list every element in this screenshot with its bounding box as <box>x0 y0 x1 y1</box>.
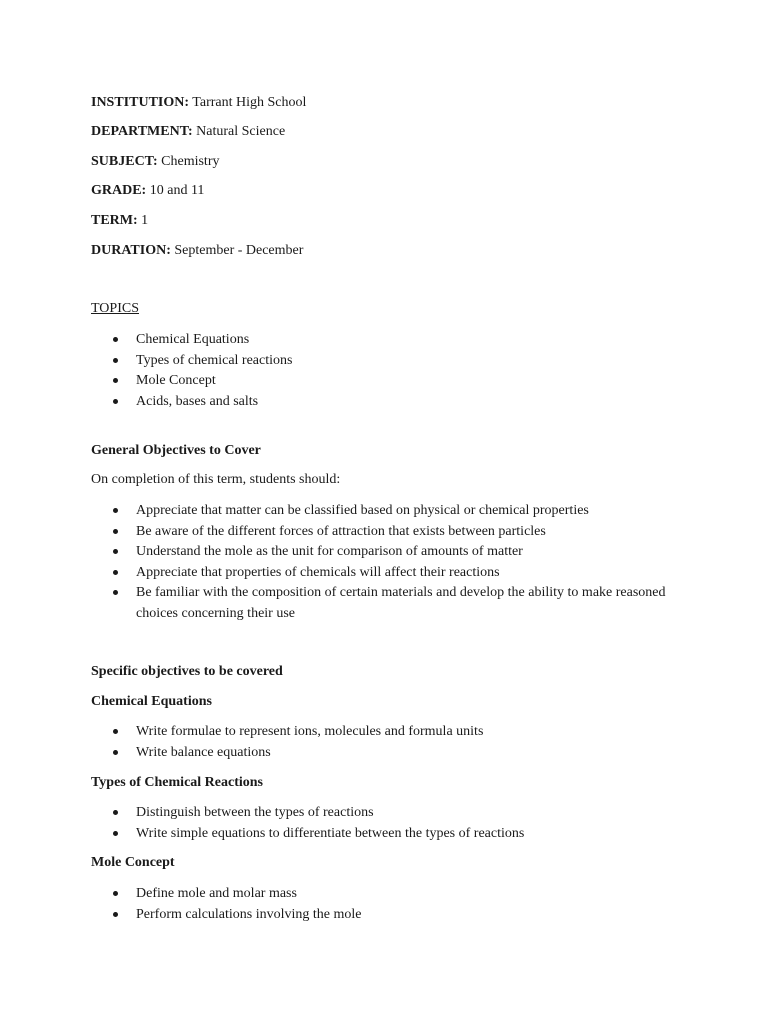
list-item <box>91 392 671 413</box>
list-item-text: Understand the mole as the unit for comparison of amounts of matter <box>136 544 523 559</box>
section-title-chemical-equations: Chemical Equations <box>91 694 212 709</box>
bullet-icon <box>113 570 118 575</box>
term-label: TERM: <box>91 213 138 228</box>
chemical-equations-list <box>91 722 671 763</box>
list-item <box>91 803 671 824</box>
department-line <box>91 123 285 141</box>
list-item-text: Be aware of the different forces of attraction that exists between particles <box>136 523 546 539</box>
bullet-icon <box>113 750 118 755</box>
list-item <box>91 522 671 543</box>
list-item <box>91 905 671 926</box>
list-item <box>91 743 671 764</box>
duration-line <box>91 242 303 260</box>
list-item-text: Chemical Equations <box>136 332 250 347</box>
duration-value: September - December <box>174 243 304 258</box>
list-item-text: Appreciate that matter can be classified based on physical or chemical properties <box>136 503 589 518</box>
term-line <box>91 212 148 230</box>
list-item <box>91 824 671 845</box>
list-item-text: Distinguish between the types of reactions <box>136 805 374 820</box>
list-item-text: Types of chemical reactions <box>136 352 293 368</box>
specific-objectives-heading: Specific objectives to be covered <box>91 664 283 679</box>
general-objectives-heading: General Objectives to Cover <box>91 443 261 458</box>
bullet-icon <box>113 729 118 734</box>
list-item-text: Write balance equations <box>136 744 271 760</box>
bullet-icon <box>113 337 118 342</box>
types-of-reactions-list <box>91 803 671 844</box>
bullet-icon <box>113 831 118 836</box>
list-item <box>91 542 671 563</box>
term-value: 1 <box>141 213 149 228</box>
general-objectives-intro: On completion of this term, students should: <box>91 472 341 487</box>
subject-line <box>91 153 220 171</box>
subject-value: Chemistry <box>161 154 220 169</box>
list-item <box>91 583 671 624</box>
department-value: Natural Science <box>196 124 286 139</box>
subject-label: SUBJECT: <box>91 154 158 169</box>
list-item <box>91 722 671 743</box>
grade-label: GRADE: <box>91 183 147 198</box>
general-objectives-list <box>91 501 671 624</box>
bullet-icon <box>113 378 118 383</box>
bullet-icon <box>113 508 118 513</box>
list-item-text: Write simple equations to differentiate between the types of reactions <box>136 825 525 841</box>
grade-value: 10 and 11 <box>149 183 205 198</box>
bullet-icon <box>113 912 118 917</box>
bullet-icon <box>113 399 118 404</box>
bullet-icon <box>113 529 118 534</box>
list-item-text: Write formulae to represent ions, molecules and formula units <box>136 724 484 739</box>
list-item-text: Appreciate that properties of chemicals will affect their reactions <box>136 564 500 580</box>
list-item-text: Acids, bases and salts <box>136 393 259 409</box>
section-title-mole-concept: Mole Concept <box>91 855 175 870</box>
bullet-icon <box>113 891 118 896</box>
list-item-text: Perform calculations involving the mole <box>136 906 362 922</box>
institution-label: INSTITUTION: <box>91 95 190 110</box>
list-item-text: Define mole and molar mass <box>136 886 297 901</box>
list-item <box>91 371 671 392</box>
bullet-icon <box>113 549 118 554</box>
bullet-icon <box>113 590 118 595</box>
department-label: DEPARTMENT: <box>91 124 193 139</box>
list-item <box>91 351 671 372</box>
list-item <box>91 884 671 905</box>
duration-label: DURATION: <box>91 243 171 258</box>
topics-heading: TOPICS <box>91 301 139 316</box>
list-item <box>91 501 671 522</box>
bullet-icon <box>113 358 118 363</box>
topics-list <box>91 330 671 412</box>
list-item-text: Mole Concept <box>136 373 216 388</box>
grade-line <box>91 182 204 200</box>
institution-value: Tarrant High School <box>192 95 307 110</box>
bullet-icon <box>113 810 118 815</box>
institution-line <box>91 94 306 112</box>
section-title-types-of-reactions: Types of Chemical Reactions <box>91 775 263 790</box>
mole-concept-list <box>91 884 671 925</box>
list-item <box>91 563 671 584</box>
list-item <box>91 330 671 351</box>
list-item-text: Be familiar with the composition of certain materials and develop the ability to make reasoned choices concerning their use <box>136 585 666 621</box>
